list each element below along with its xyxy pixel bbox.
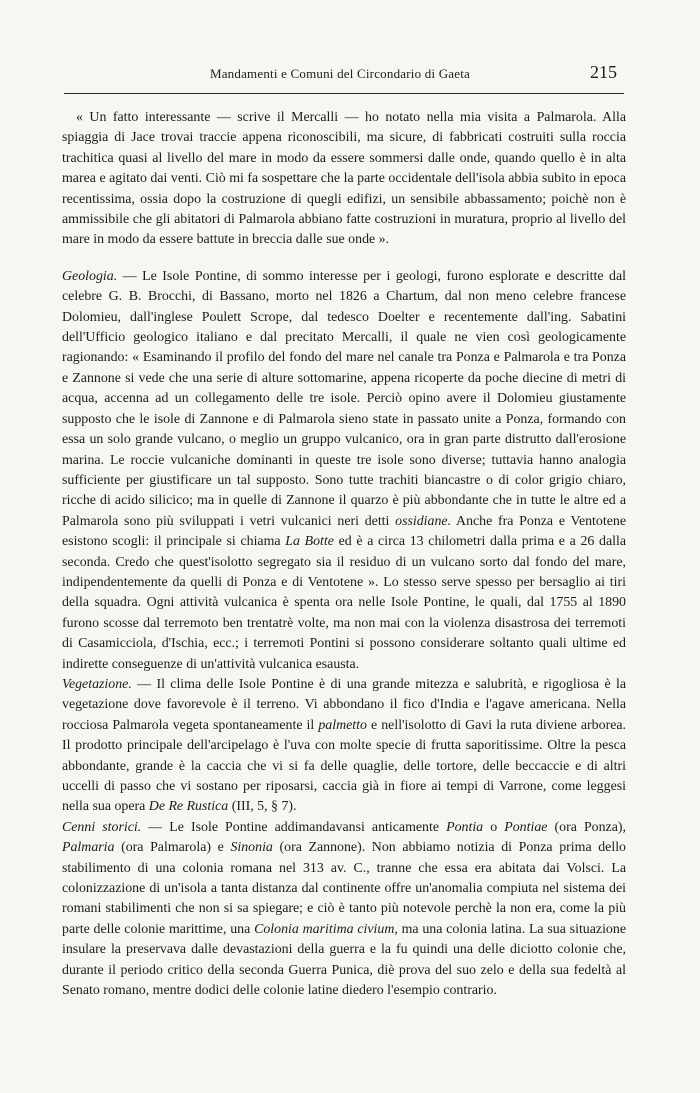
text-run: Anche fra Ponza e Ventotene esistono scogli: il principale si chiama	[62, 513, 627, 550]
italic-term: De Re Rustica	[148, 799, 229, 815]
text-run: (ora Zannone). Non abbiamo notizia di Ponza prima dello stabilimento di una colonia romana nel 313 av. C., tranne che essa era abitata dai Volsci. La colonizzazione di un'isola a tanta distanza dal continente offre un'anomalia compiuta nel sistema dei romani stabilimenti che non si sa spiegare; e ciò è tanto più notevole perchè la non era, come la più parte delle colonie marittime, una	[62, 840, 626, 937]
text-run: — Le Isole Pontine, di sommo interesse per i geologi, furono esplorate e descritte dal celebre G. B. Brocchi, di Bassano, morto nel 1826 a Chartum, dal non meno celebre francese Dolomieu, dall'inglese Poulett Scrope, dal tedesco Doelter e recentemente dall'ing. Sabatini dell'Ufficio geologico italiano e dal precitato Mercalli, il quale ne vien così geologicamente ragionando: « Esaminando il profilo del fondo del mare nel canale tra Ponza e Palmarola e tra Ponza e Zannone si vede che una serie di alture sottomarine, appena ricoperte da poche diecine di metri di acqua, accenna ad un collegamento delle tre isole. Perciò opino avere il Dolomieu giustamente supposto che le isole di Zannone e di Palmarola sieno state in passato unite a Ponza, formando con essa un solo grande vulcano, o meglio un gruppo vulcanico, ora in gran parte distrutto dall'erosione marina. Le roccie vulcaniche dominanti in queste tre isole sono diverse; tuttavia hanno analogia sufficiente per giustificare un tal supposto. Sono tutte trachiti biancastre o di color grigio chiaro, ricche di acido silicico; ma in quelle di Zannone il quarzo è più abbondante che in tutte le altre ed a Palmarola sono più sviluppati i vetri vulcanici neri detti	[62, 268, 626, 529]
italic-term: Palmaria	[62, 840, 115, 856]
italic-term: La Botte	[285, 534, 334, 550]
text-run: e nell'isolotto di Gavi la ruta diviene arborea. Il prodotto principale dell'arcipelago è l'uva con molte specie di frutta saporitissime. Oltre la pesca abbondante, grande è la caccia che vi si fa delle quaglie, delle tortore, delle beccaccie e di altri uccelli di passo che vi sostano per riposarsi, caccia già in fiore ai tempi di Varrone, come leggesi nella sua opera	[62, 717, 626, 815]
italic-term: ossidiane.	[395, 513, 452, 529]
text-run: — Le Isole Pontine addimandavansi anticamente	[141, 819, 447, 835]
header-title: Mandamenti e Comuni del Circondario di Gaeta	[209, 66, 471, 81]
italic-term: Pontiae	[504, 819, 548, 835]
text-run: (III, 5, § 7).	[228, 799, 297, 815]
text-run: ed è a circa 13 chilometri dalla prima e a 26 dalla seconda. Credo che quest'isolotto segregato sia il residuo di un vulcano sorto dal fondo del mare, indipendentemente da quelli di Ponza e di Ventotene ». Lo stesso serve spesso per bersaglio ai tiri della squadra. Ogni attività vulcanica è spenta ora nelle Isole Pontine, le quali, dal 1755 al 1890 furono scosse dal terremoto ben trentatrè volte, ma non mai con la violenza disastrosa dei terremoti di Casamicciola, d'Ischia, ecc.; i terremoti Pontini si possono considerare soltanto quali ultime ed indirette conseguenze di un'attività vulcanica esausta.	[62, 534, 627, 672]
text-run: o	[483, 819, 505, 835]
paragraph-vegetazione	[62, 675, 626, 818]
header-rule	[64, 93, 624, 94]
page-number: 215	[590, 62, 617, 82]
section-heading-geologia: Geologia.	[62, 268, 118, 284]
italic-term: Sinonia	[230, 840, 273, 856]
italic-term: Pontia	[446, 819, 484, 835]
section-heading-vegetazione: Vegetazione.	[62, 676, 132, 692]
paragraph-geologia	[62, 267, 626, 675]
text-run: ma una colonia latina. La sua situazione insulare la preservava dalle devastazioni della guerra e la fu quindi una delle diciotto colonie che, durante il periodo critico della seconda Guerra Punica, diè prova del suo zelo e della sua fedeltà al Senato romano, mentre dodici delle colonie latine diedero l'esempio contrario.	[62, 921, 626, 999]
italic-term: Colonia maritima civium,	[254, 921, 398, 937]
text-run: (ora Palmarola) e	[114, 840, 231, 856]
italic-term: palmetto	[318, 717, 367, 733]
paragraph-cenni-storici	[62, 818, 626, 1002]
text-run: (ora Ponza),	[547, 819, 626, 835]
section-heading-cenni-storici: Cenni storici.	[62, 819, 142, 835]
paragraph-quote: « Un fatto interessante — scrive il Mercalli — ho notato nella mia visita a Palmarola. Alla spiaggia di Jace trovai traccie appena riconoscibili, ma sicure, di fabbricati costruiti sulla roccia trachitica quasi al livello del mare in modo da essere sommersi dalle onde, quando quello è in alta marea e agitato dai venti. Ciò mi fa sospettare che la parte occidentale dell'isola abbia subito in epoca recentissima, ossia dopo la costruzione di quegli edifizi, un sensibile abbassamento; poichè non è ammissibile che gli abitatori di Palmarola abbiano fatte costruzioni in muratura, proprio al livello del mare in modo da essere battute in breccia dalle sue onde ».	[62, 110, 626, 248]
body-text	[62, 108, 626, 1001]
text-run: — Il clima delle Isole Pontine è di una grande mitezza e salubrità, e rigogliosa è la vegetazione dove favorevole è il terreno. Vi abbondano il fico d'India e l'agave americana. Nella rocciosa Palmarola vegeta spontaneamente il	[62, 676, 626, 733]
